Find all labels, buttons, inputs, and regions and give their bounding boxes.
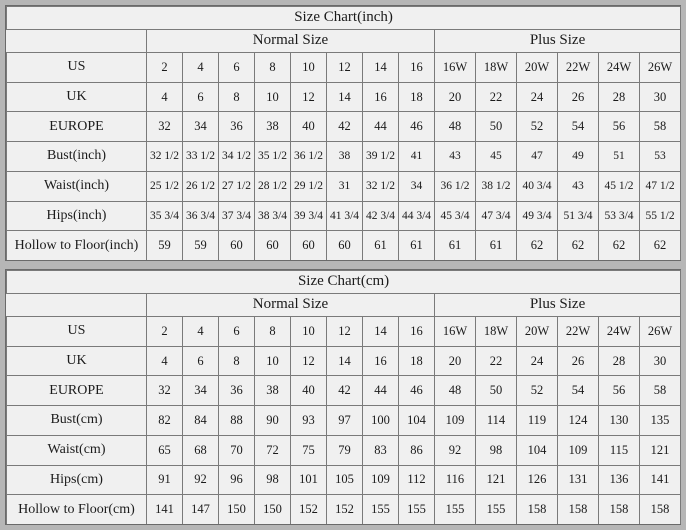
table-row (7, 465, 681, 495)
row-label-waist: Waist(inch) (7, 171, 147, 201)
cell: 33 1/2 (183, 142, 219, 172)
cell: 22 (476, 346, 517, 376)
table-row (7, 376, 681, 406)
cell: 58 (640, 112, 681, 142)
row-label-us: US (7, 53, 147, 83)
cell: 34 (183, 376, 219, 406)
cell: 22 (476, 82, 517, 112)
cell: 59 (147, 231, 183, 260)
cell: 61 (435, 231, 476, 260)
row-label-uk: UK (7, 82, 147, 112)
row-label-hips: Hips(cm) (7, 465, 147, 495)
cell: 8 (219, 346, 255, 376)
cell: 4 (183, 317, 219, 347)
cell: 141 (640, 465, 681, 495)
table-row (7, 201, 681, 231)
cell: 36 1/2 (435, 171, 476, 201)
cell: 24W (599, 53, 640, 83)
cell: 115 (599, 435, 640, 465)
cell: 150 (219, 495, 255, 524)
cell: 52 (517, 112, 558, 142)
cell: 43 (435, 142, 476, 172)
cell: 152 (327, 495, 363, 524)
cell: 49 (558, 142, 599, 172)
cell: 55 1/2 (640, 201, 681, 231)
group-header-row (7, 293, 681, 317)
table-row (7, 406, 681, 436)
cell: 12 (327, 317, 363, 347)
cell: 155 (476, 495, 517, 524)
cell: 30 (640, 346, 681, 376)
table-row (7, 142, 681, 172)
cell: 72 (255, 435, 291, 465)
cell: 126 (517, 465, 558, 495)
row-label-hips: Hips(inch) (7, 201, 147, 231)
cell: 43 (558, 171, 599, 201)
cell: 22W (558, 53, 599, 83)
cell: 25 1/2 (147, 171, 183, 201)
cell: 26W (640, 53, 681, 83)
cell: 18 (399, 82, 435, 112)
cell: 4 (147, 346, 183, 376)
cell: 62 (640, 231, 681, 260)
row-label-bust: Bust(cm) (7, 406, 147, 436)
cell: 40 3/4 (517, 171, 558, 201)
cell: 136 (599, 465, 640, 495)
cell: 24 (517, 346, 558, 376)
cell: 42 (327, 112, 363, 142)
cell: 46 (399, 112, 435, 142)
cell: 59 (183, 231, 219, 260)
cell: 92 (435, 435, 476, 465)
group-header-normal: Normal Size (147, 29, 435, 53)
cell: 26W (640, 317, 681, 347)
cell: 39 1/2 (363, 142, 399, 172)
cell: 40 (291, 112, 327, 142)
size-table-inch (6, 6, 681, 260)
table-row (7, 53, 681, 83)
cell: 93 (291, 406, 327, 436)
cell: 119 (517, 406, 558, 436)
cell: 36 1/2 (291, 142, 327, 172)
cell: 12 (327, 53, 363, 83)
cell: 12 (291, 346, 327, 376)
cell: 62 (599, 231, 640, 260)
cell: 28 (599, 82, 640, 112)
table-row (7, 495, 681, 524)
cell: 28 (599, 346, 640, 376)
cell: 50 (476, 376, 517, 406)
cell: 50 (476, 112, 517, 142)
cell: 65 (147, 435, 183, 465)
group-header-plus: Plus Size (435, 293, 681, 317)
cell: 84 (183, 406, 219, 436)
cell: 18W (476, 317, 517, 347)
cell: 6 (183, 346, 219, 376)
row-label-us: US (7, 317, 147, 347)
cell: 28 1/2 (255, 171, 291, 201)
cell: 61 (363, 231, 399, 260)
cell: 38 (255, 112, 291, 142)
cell: 121 (476, 465, 517, 495)
cell: 16W (435, 53, 476, 83)
cell: 16W (435, 317, 476, 347)
cell: 155 (435, 495, 476, 524)
table-row (7, 231, 681, 260)
cell: 32 1/2 (147, 142, 183, 172)
cell: 52 (517, 376, 558, 406)
cell: 20 (435, 82, 476, 112)
cell: 45 3/4 (435, 201, 476, 231)
cell: 158 (558, 495, 599, 524)
cell: 79 (327, 435, 363, 465)
cell: 49 3/4 (517, 201, 558, 231)
table-title-row (7, 271, 681, 294)
cell: 38 (255, 376, 291, 406)
size-chart-inch (5, 5, 681, 261)
group-header-blank (7, 293, 147, 317)
cell: 6 (219, 53, 255, 83)
cell: 56 (599, 376, 640, 406)
cell: 2 (147, 317, 183, 347)
cell: 36 3/4 (183, 201, 219, 231)
cell: 41 3/4 (327, 201, 363, 231)
cell: 46 (399, 376, 435, 406)
cell: 47 1/2 (640, 171, 681, 201)
cell: 44 3/4 (399, 201, 435, 231)
cell: 44 (363, 112, 399, 142)
cell: 8 (219, 82, 255, 112)
cell: 61 (476, 231, 517, 260)
cell: 14 (327, 82, 363, 112)
cell: 56 (599, 112, 640, 142)
table-row (7, 82, 681, 112)
row-label-europe: EUROPE (7, 112, 147, 142)
row-label-hollow-to-floor: Hollow to Floor(cm) (7, 495, 147, 524)
cell: 114 (476, 406, 517, 436)
group-header-row (7, 29, 681, 53)
cell: 60 (327, 231, 363, 260)
table-row (7, 346, 681, 376)
cell: 48 (435, 376, 476, 406)
cell: 31 (327, 171, 363, 201)
cell: 34 (183, 112, 219, 142)
cell: 20W (517, 317, 558, 347)
cell: 29 1/2 (291, 171, 327, 201)
cell: 26 (558, 346, 599, 376)
table-row (7, 317, 681, 347)
cell: 47 3/4 (476, 201, 517, 231)
cell: 16 (399, 317, 435, 347)
cell: 4 (147, 82, 183, 112)
cell: 68 (183, 435, 219, 465)
cell: 88 (219, 406, 255, 436)
cell: 26 1/2 (183, 171, 219, 201)
cell: 36 (219, 112, 255, 142)
cell: 8 (255, 53, 291, 83)
cell: 109 (558, 435, 599, 465)
cell: 92 (183, 465, 219, 495)
cell: 35 3/4 (147, 201, 183, 231)
cell: 16 (399, 53, 435, 83)
cell: 105 (327, 465, 363, 495)
cell: 24W (599, 317, 640, 347)
cell: 158 (640, 495, 681, 524)
cell: 83 (363, 435, 399, 465)
cell: 18 (399, 346, 435, 376)
cell: 10 (291, 53, 327, 83)
cell: 38 3/4 (255, 201, 291, 231)
cell: 45 1/2 (599, 171, 640, 201)
cell: 116 (435, 465, 476, 495)
cell: 45 (476, 142, 517, 172)
table-title-row (7, 7, 681, 30)
cell: 53 3/4 (599, 201, 640, 231)
cell: 42 (327, 376, 363, 406)
cell: 14 (363, 317, 399, 347)
cell: 147 (183, 495, 219, 524)
cell: 62 (517, 231, 558, 260)
cell: 32 (147, 112, 183, 142)
cell: 75 (291, 435, 327, 465)
cell: 47 (517, 142, 558, 172)
cell: 2 (147, 53, 183, 83)
cell: 104 (399, 406, 435, 436)
cell: 82 (147, 406, 183, 436)
cell: 20 (435, 346, 476, 376)
cell: 14 (363, 53, 399, 83)
cell: 141 (147, 495, 183, 524)
cell: 30 (640, 82, 681, 112)
cell: 44 (363, 376, 399, 406)
cell: 60 (291, 231, 327, 260)
cell: 35 1/2 (255, 142, 291, 172)
cell: 60 (219, 231, 255, 260)
cell: 18W (476, 53, 517, 83)
size-table-cm (6, 270, 681, 524)
cell: 6 (219, 317, 255, 347)
group-header-blank (7, 29, 147, 53)
row-label-waist: Waist(cm) (7, 435, 147, 465)
cell: 10 (255, 82, 291, 112)
cell: 96 (219, 465, 255, 495)
cell: 104 (517, 435, 558, 465)
cell: 16 (363, 82, 399, 112)
cell: 10 (255, 346, 291, 376)
cell: 58 (640, 376, 681, 406)
cell: 97 (327, 406, 363, 436)
size-chart-cm (5, 269, 681, 525)
cell: 36 (219, 376, 255, 406)
cell: 10 (291, 317, 327, 347)
cell: 32 (147, 376, 183, 406)
cell: 100 (363, 406, 399, 436)
group-header-plus: Plus Size (435, 29, 681, 53)
cell: 155 (363, 495, 399, 524)
cell: 16 (363, 346, 399, 376)
cell: 152 (291, 495, 327, 524)
row-label-europe: EUROPE (7, 376, 147, 406)
cell: 38 (327, 142, 363, 172)
row-label-bust: Bust(inch) (7, 142, 147, 172)
cell: 12 (291, 82, 327, 112)
cell: 20W (517, 53, 558, 83)
cell: 131 (558, 465, 599, 495)
cell: 14 (327, 346, 363, 376)
cell: 86 (399, 435, 435, 465)
cell: 41 (399, 142, 435, 172)
cell: 48 (435, 112, 476, 142)
row-label-uk: UK (7, 346, 147, 376)
cell: 51 3/4 (558, 201, 599, 231)
cell: 98 (476, 435, 517, 465)
cell: 158 (517, 495, 558, 524)
cell: 8 (255, 317, 291, 347)
cell: 38 1/2 (476, 171, 517, 201)
cell: 60 (255, 231, 291, 260)
row-label-hollow-to-floor: Hollow to Floor(inch) (7, 231, 147, 260)
cell: 51 (599, 142, 640, 172)
cell: 101 (291, 465, 327, 495)
cell: 34 (399, 171, 435, 201)
cell: 27 1/2 (219, 171, 255, 201)
cell: 34 1/2 (219, 142, 255, 172)
cell: 109 (363, 465, 399, 495)
cell: 158 (599, 495, 640, 524)
cell: 39 3/4 (291, 201, 327, 231)
cell: 112 (399, 465, 435, 495)
cell: 62 (558, 231, 599, 260)
cell: 61 (399, 231, 435, 260)
cell: 124 (558, 406, 599, 436)
cell: 130 (599, 406, 640, 436)
cell: 155 (399, 495, 435, 524)
cell: 109 (435, 406, 476, 436)
cell: 70 (219, 435, 255, 465)
cell: 22W (558, 317, 599, 347)
cell: 90 (255, 406, 291, 436)
table-row (7, 435, 681, 465)
cell: 54 (558, 376, 599, 406)
group-header-normal: Normal Size (147, 293, 435, 317)
chart-title: Size Chart(cm) (7, 271, 681, 294)
cell: 98 (255, 465, 291, 495)
cell: 6 (183, 82, 219, 112)
cell: 54 (558, 112, 599, 142)
cell: 91 (147, 465, 183, 495)
cell: 32 1/2 (363, 171, 399, 201)
cell: 26 (558, 82, 599, 112)
cell: 24 (517, 82, 558, 112)
cell: 40 (291, 376, 327, 406)
chart-title: Size Chart(inch) (7, 7, 681, 30)
cell: 37 3/4 (219, 201, 255, 231)
cell: 150 (255, 495, 291, 524)
cell: 42 3/4 (363, 201, 399, 231)
cell: 121 (640, 435, 681, 465)
cell: 4 (183, 53, 219, 83)
cell: 135 (640, 406, 681, 436)
cell: 53 (640, 142, 681, 172)
table-row (7, 112, 681, 142)
table-row (7, 171, 681, 201)
